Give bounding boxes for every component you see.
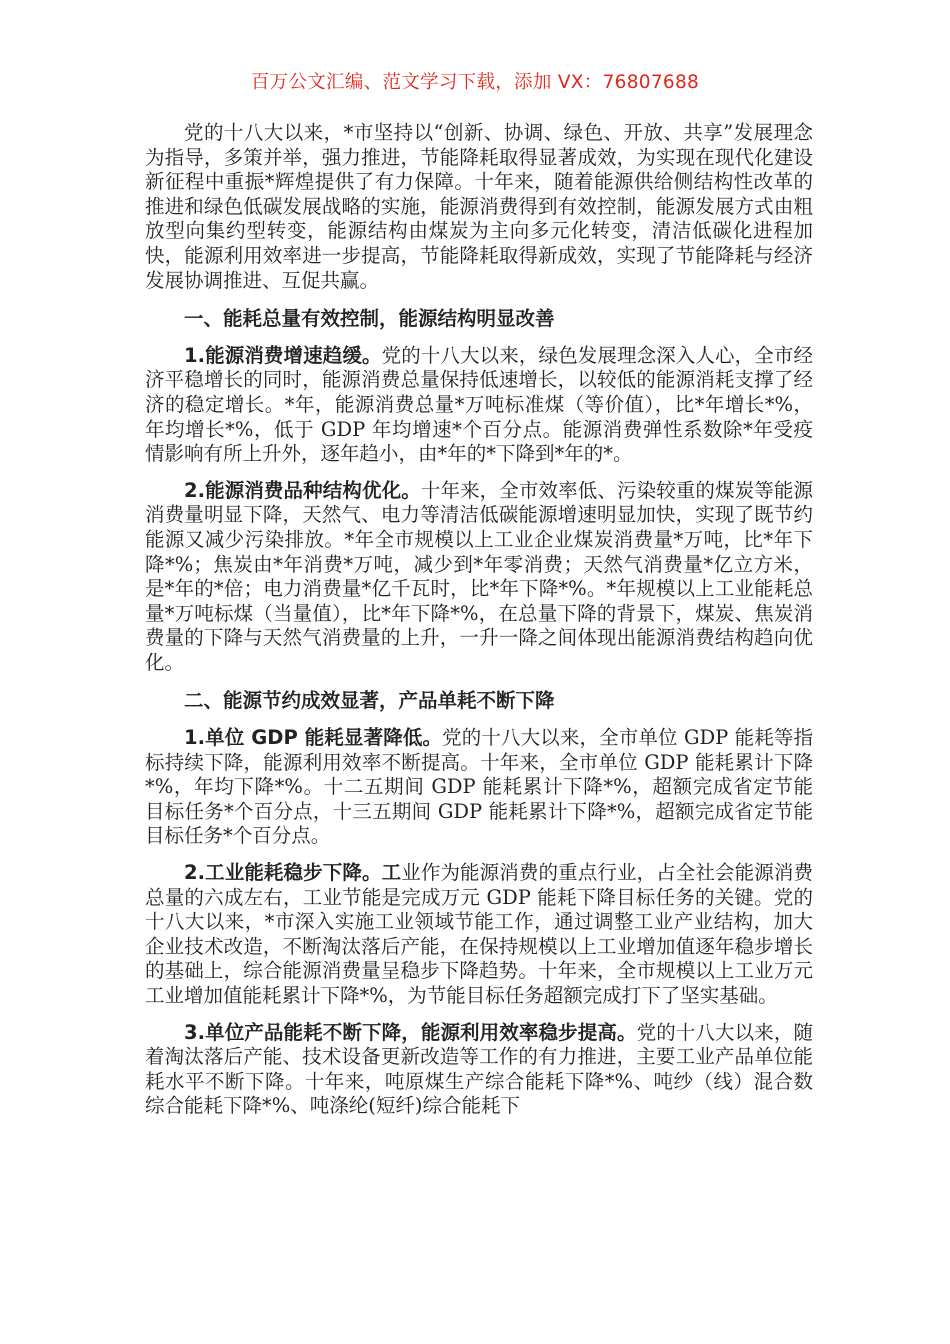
paragraph-body: 党的十八大以来，随着淘汰落后产能、技术设备更新改造等工作的有力推进，主要工业产品单位能耗水平不断下降。十年来，吨原煤生产综合能耗下降*%、吨纱（线）混合数综合能耗下降*%、吨涤纶(短纤)综合能耗下 (145, 1020, 813, 1118)
paragraph-lead: 2.工业能耗稳步下降。工 (184, 861, 402, 885)
intro-paragraph: 党的十八大以来，*市坚持以“创新、协调、绿色、开放、共享”发展理念为指导，多策并举，强力推进，节能降耗取得显著成效，为实现在现代化建设新征程中重振*辉煌提供了有力保障。十年来，随着能源供给侧结构性改革的推进和绿色低碳发展战略的实施，能源消费得到有效控制，能源发展方式由粗放型向集约型转变，能源结构由煤炭为主向多元化转变，清洁低碳化进程加快，能源利用效率进一步提高，节能降耗取得新成效，实现了节能降耗与经济发展协调推进、互促共赢。 (145, 121, 813, 292)
paragraph-body: 党的十八大以来，全市单位 GDP 能耗等指标持续下降，能源利用效率不断提高。十年来，全市单位 GDP 能耗累计下降*%，年均下降*%。十二五期间 GDP 能耗累计下降*%，超额完成省定节能目标任务*个百分点，十三五期间 GDP 能耗累计下降*%，超额完成省定节能目标任务*个百分点。 (145, 726, 813, 848)
paragraph-lead: 1.能源消费增速趋缓。 (184, 343, 382, 367)
document-body (145, 121, 813, 1119)
paragraph-gdp-energy (145, 726, 813, 849)
paragraph-body: 党的十八大以来，绿色发展理念深入人心，全市经济平稳增长的同时，能源消费总量保持低速增长，以较低的能源消耗支撑了经济的稳定增长。*年，能源消费总量*万吨标准煤（等价值），比*年增长*%，年均增长*%，低于 GDP 年均增速*个百分点。能源消费弹性系数除*年受疫情影响有所上升外，逐年趋小，由*年的*下降到*年的*。 (145, 343, 813, 466)
watermark-header: 百万公文汇编、范文学习下载，添加 VX：76807688 (250, 72, 700, 93)
paragraph-energy-structure (145, 479, 813, 676)
section-heading-1: 一、能耗总量有效控制，能源结构明显改善 (184, 307, 555, 331)
paragraph-lead: 2.能源消费品种结构优化。 (184, 478, 421, 502)
paragraph-lead: 3.单位产品能耗不断下降，能源利用效率稳步提高。 (184, 1020, 637, 1044)
paragraph-body: 十年来，全市效率低、污染较重的煤炭等能源消费量明显下降，天然气、电力等清洁低碳能源增速明显加快，实现了既节约能源又减少污染排放。*年全市规模以上工业企业煤炭消费量*万吨，比*年下降*%；焦炭由*年消费*万吨，减少到*年零消费；天然气消费量*亿立方米，是*年的*倍；电力消费量*亿千瓦时，比*年下降*%。*年规模以上工业能耗总量*万吨标煤（当量值），比*年下降*%，在总量下降的背景下，煤炭、焦炭消费量的下降与天然气消费量的上升，一升一降之间体现出能源消费结构趋向优化。 (145, 478, 813, 674)
section-heading-2: 二、能源节约成效显著，产品单耗不断下降 (184, 689, 555, 713)
paragraph-product-energy (145, 1021, 813, 1119)
paragraph-lead: 1.单位 GDP 能耗显著降低。 (184, 726, 443, 750)
paragraph-energy-growth (145, 344, 813, 467)
paragraph-body: 业作为能源消费的重点行业，占全社会能源消费总量的六成左右，工业节能是完成万元 GDP 能耗下降目标任务的关键。党的十八大以来，*市深入实施工业领域节能工作，通过调整工业产业结构，加大企业技术改造，不断淘汰落后产能，在保持规模以上工业增加值逐年稳步增长的基础上，综合能源消费量呈稳步下降趋势。十年来，全市规模以上工业万元工业增加值能耗累计下降*%，为节能目标任务超额完成打下了坚实基础。 (145, 861, 813, 1007)
paragraph-industry-energy (145, 861, 813, 1009)
